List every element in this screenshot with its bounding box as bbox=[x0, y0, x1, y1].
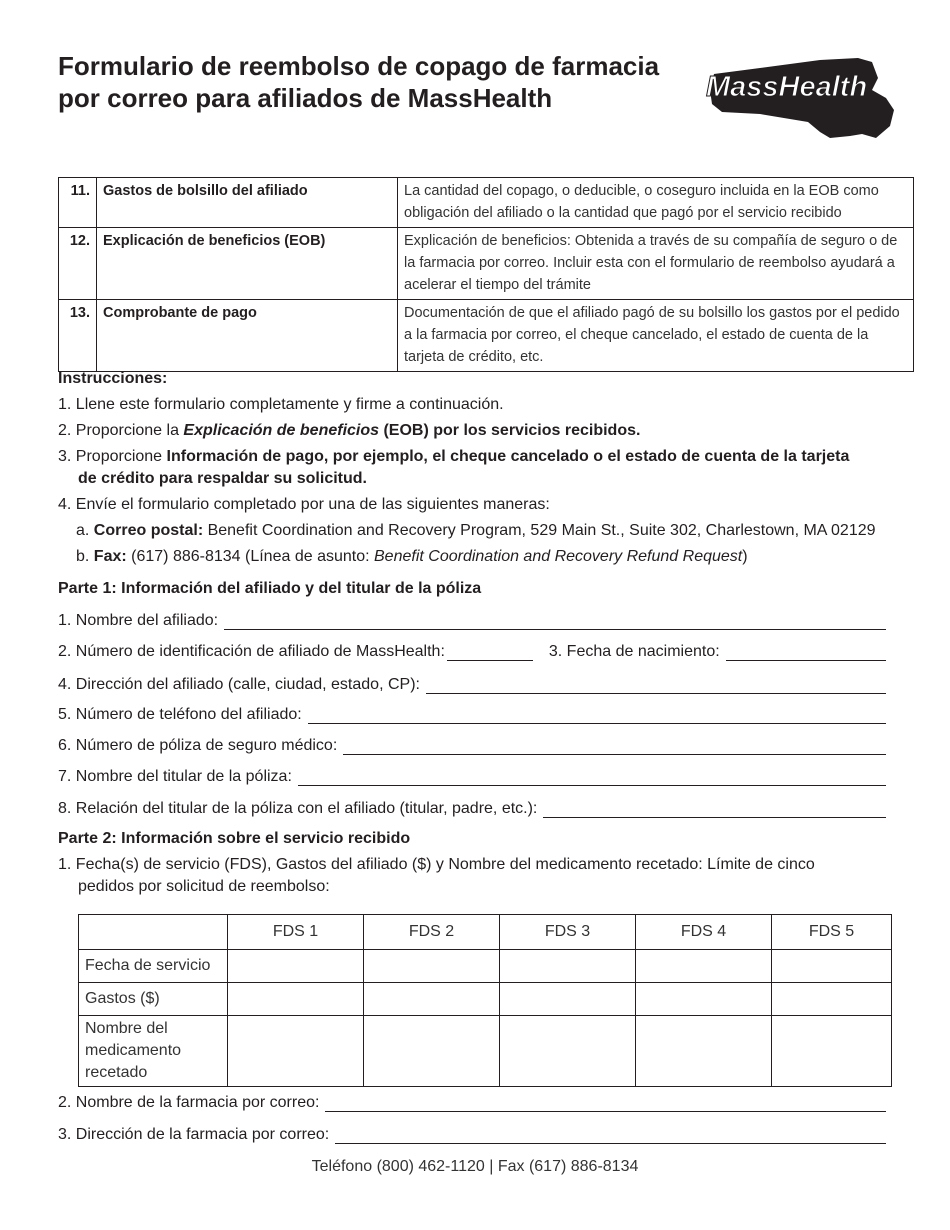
birth-date-label: 3. Fecha de nacimiento: bbox=[548, 643, 720, 660]
instruction-4a-label: Correo postal: bbox=[93, 522, 204, 539]
table-cell[interactable] bbox=[228, 950, 364, 983]
service-table-corner bbox=[79, 915, 228, 950]
definition-description: La cantidad del copago, o deducible, o coseguro incluida en la EOB como obligación del afiliado o la cantidad que pagó por el servicio recibido bbox=[398, 178, 914, 228]
instruction-4a-address: Benefit Coordination and Recovery Program, 529 Main St., Suite 302, Charlestown, MA 02129 bbox=[203, 522, 876, 539]
pharmacy-name-field[interactable] bbox=[58, 1090, 886, 1112]
row-label-nombre-l1: Nombre del bbox=[85, 1020, 168, 1037]
policy-number-line[interactable] bbox=[343, 736, 886, 755]
row-label-gastos: Gastos ($) bbox=[79, 983, 228, 1016]
table-cell[interactable] bbox=[636, 950, 772, 983]
instructions-heading: Instrucciones: bbox=[58, 370, 168, 387]
policy-number-label: 6. Número de póliza de seguro médico: bbox=[58, 737, 338, 754]
instruction-2-suffix: (EOB) por los servicios recibidos. bbox=[379, 422, 641, 439]
member-name-line[interactable] bbox=[224, 611, 886, 630]
member-name-field[interactable] bbox=[58, 608, 886, 630]
table-cell[interactable] bbox=[364, 983, 500, 1016]
table-cell[interactable] bbox=[500, 1016, 636, 1087]
part2-item1-line2: pedidos por solicitud de reembolso: bbox=[78, 878, 330, 895]
definition-term: Gastos de bolsillo del afiliado bbox=[97, 178, 398, 228]
table-row bbox=[79, 983, 892, 1016]
form-title-line2: por correo para afiliados de MassHealth bbox=[58, 83, 553, 113]
member-id-dob-row bbox=[58, 639, 886, 661]
instruction-3-bold-line2: de crédito para respaldar su solicitud. bbox=[78, 470, 367, 487]
relationship-label: 8. Relación del titular de la póliza con el afiliado (titular, padre, etc.): bbox=[58, 800, 538, 817]
column-header-fds3: FDS 3 bbox=[500, 915, 636, 950]
definition-number: 11. bbox=[59, 178, 97, 228]
row-label-nombre-l3: recetado bbox=[85, 1064, 148, 1081]
column-header-fds1: FDS 1 bbox=[228, 915, 364, 950]
instruction-4b-subject: Benefit Coordination and Recovery Refund Request bbox=[374, 548, 743, 565]
service-table bbox=[78, 914, 892, 1087]
definition-row bbox=[59, 178, 914, 228]
column-header-fds4: FDS 4 bbox=[636, 915, 772, 950]
definition-number: 13. bbox=[59, 300, 97, 372]
instruction-4b bbox=[76, 546, 748, 568]
member-phone-field[interactable] bbox=[58, 702, 886, 724]
part1-heading: Parte 1: Información del afiliado y del titular de la póliza bbox=[58, 580, 482, 597]
member-address-label: 4. Dirección del afiliado (calle, ciudad, estado, CP): bbox=[58, 676, 420, 693]
column-header-fds2: FDS 2 bbox=[364, 915, 500, 950]
table-cell[interactable] bbox=[228, 1016, 364, 1087]
table-cell[interactable] bbox=[228, 983, 364, 1016]
pharmacy-address-line[interactable] bbox=[335, 1125, 886, 1144]
footer-contact: Teléfono (800) 462-1120 | Fax (617) 886-8134 bbox=[311, 1158, 639, 1175]
pharmacy-name-line[interactable] bbox=[325, 1093, 886, 1112]
member-address-line[interactable] bbox=[426, 675, 886, 694]
policy-holder-field[interactable] bbox=[58, 764, 886, 786]
table-cell[interactable] bbox=[364, 1016, 500, 1087]
table-cell[interactable] bbox=[772, 1016, 892, 1087]
definition-term: Explicación de beneficios (EOB) bbox=[97, 228, 398, 300]
instruction-4b-fax: (617) 886-8134 (Línea de asunto: bbox=[126, 548, 374, 565]
definition-row bbox=[59, 300, 914, 372]
table-cell[interactable] bbox=[636, 983, 772, 1016]
definition-number: 12. bbox=[59, 228, 97, 300]
row-label-nombre bbox=[79, 1016, 228, 1087]
table-row bbox=[79, 1016, 892, 1087]
pharmacy-address-label: 3. Dirección de la farmacia por correo: bbox=[58, 1126, 330, 1143]
instruction-3-prefix: 3. Proporcione bbox=[58, 448, 167, 465]
policy-holder-line[interactable] bbox=[298, 767, 886, 786]
row-label-nombre-l2: medicamento bbox=[85, 1042, 182, 1059]
instruction-4a-prefix: a. bbox=[76, 522, 94, 539]
form-title bbox=[58, 50, 718, 114]
member-phone-label: 5. Número de teléfono del afiliado: bbox=[58, 706, 302, 723]
instruction-2 bbox=[58, 420, 640, 442]
table-cell[interactable] bbox=[500, 950, 636, 983]
instruction-2-prefix: 2. Proporcione la bbox=[58, 422, 184, 439]
member-phone-line[interactable] bbox=[308, 705, 886, 724]
pharmacy-name-label: 2. Nombre de la farmacia por correo: bbox=[58, 1094, 320, 1111]
instruction-4a bbox=[76, 520, 876, 542]
definitions-table bbox=[58, 177, 914, 372]
member-id-line[interactable] bbox=[447, 642, 533, 661]
column-header-fds5: FDS 5 bbox=[772, 915, 892, 950]
instruction-1: 1. Llene este formulario completamente y firme a continuación. bbox=[58, 396, 504, 413]
table-cell[interactable] bbox=[500, 983, 636, 1016]
part2-heading: Parte 2: Información sobre el servicio recibido bbox=[58, 830, 411, 847]
form-title-line1: Formulario de reembolso de copago de farmacia bbox=[58, 51, 660, 81]
instruction-4b-close: ) bbox=[742, 548, 748, 565]
member-name-label: 1. Nombre del afiliado: bbox=[58, 612, 219, 629]
table-cell[interactable] bbox=[364, 950, 500, 983]
member-id-label: 2. Número de identificación de afiliado de MassHealth: bbox=[58, 643, 445, 660]
instruction-3-bold-line1: Información de pago, por ejemplo, el cheque cancelado o el estado de cuenta de la tarjeta bbox=[166, 448, 850, 465]
relationship-line[interactable] bbox=[543, 799, 886, 818]
definition-row bbox=[59, 228, 914, 300]
member-address-field[interactable] bbox=[58, 672, 886, 694]
table-cell[interactable] bbox=[772, 950, 892, 983]
service-table-header bbox=[79, 915, 892, 950]
part2-item1-line1: 1. Fecha(s) de servicio (FDS), Gastos del afiliado ($) y Nombre del medicamento recetado: Límite de cinco bbox=[58, 856, 815, 873]
instruction-4b-label: Fax: bbox=[93, 548, 127, 565]
definition-description: Documentación de que el afiliado pagó de su bolsillo los gastos por el pedido a la farmacia por correo, el cheque cancelado, el estado de cuenta de la tarjeta de crédito, etc. bbox=[398, 300, 914, 372]
table-cell[interactable] bbox=[636, 1016, 772, 1087]
instruction-4: 4. Envíe el formulario completado por una de las siguientes maneras: bbox=[58, 496, 550, 513]
instruction-2-italic: Explicación de beneficios bbox=[183, 422, 380, 439]
logo-text: MassHealth bbox=[706, 71, 868, 103]
row-label-fecha: Fecha de servicio bbox=[79, 950, 228, 983]
instruction-3 bbox=[58, 446, 849, 468]
definition-term: Comprobante de pago bbox=[97, 300, 398, 372]
definition-description: Explicación de beneficios: Obtenida a través de su compañía de seguro o de la farmacia por correo. Incluir esta con el formulario de reembolso ayudará a acelerar el tiempo del trámite bbox=[398, 228, 914, 300]
table-row bbox=[79, 950, 892, 983]
birth-date-line[interactable] bbox=[726, 642, 886, 661]
table-cell[interactable] bbox=[772, 983, 892, 1016]
instruction-4b-prefix: b. bbox=[76, 548, 94, 565]
policy-holder-label: 7. Nombre del titular de la póliza: bbox=[58, 768, 292, 785]
policy-number-field[interactable] bbox=[58, 733, 886, 755]
masshealth-logo bbox=[700, 52, 900, 144]
relationship-field[interactable] bbox=[58, 796, 886, 818]
pharmacy-address-field[interactable] bbox=[58, 1122, 886, 1144]
